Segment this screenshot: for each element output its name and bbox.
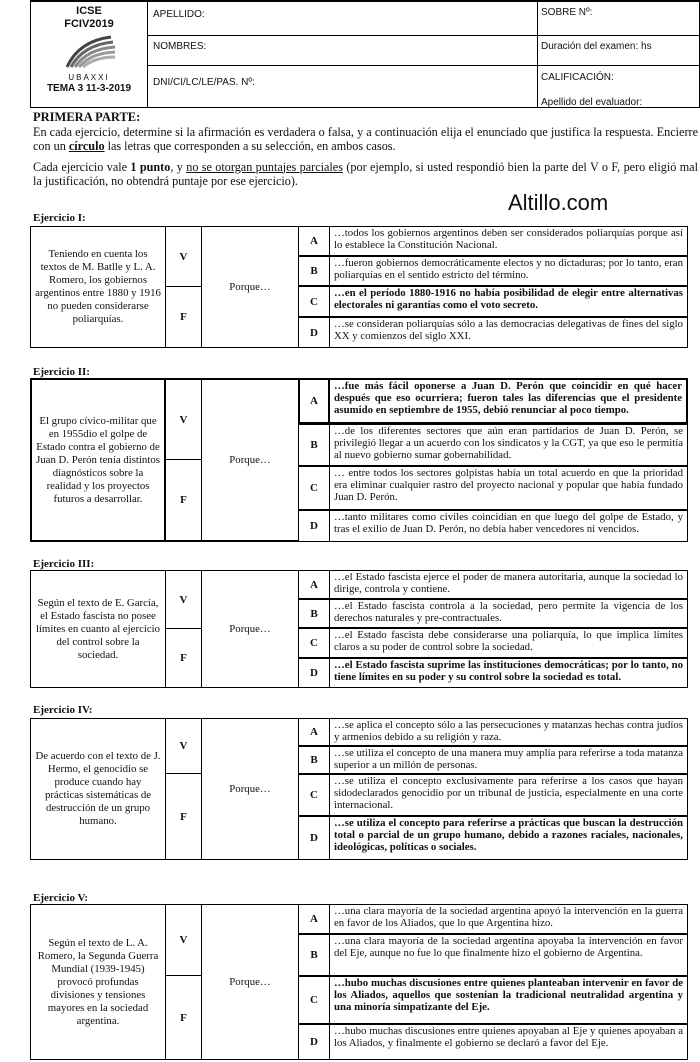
exercise-statement: Teniendo en cuenta los textos de M. Batlle y L. A. Romero, los gobiernos argentinos entre 1880 y 1916 no pueden considerarse poliarquías. xyxy=(30,226,166,348)
option-letter-a[interactable]: A xyxy=(298,226,330,256)
instructions-paragraph-1: En cada ejercicio, determine si la afirmación es verdadera o falsa, y a continuación elija el enunciado que justifica la respuesta. Encierre con un círculo las letras que corresponden a su selección, en ambos casos. xyxy=(33,124,698,153)
exercise-statement: El grupo cívico-militar que en 1955dio el golpe de Estado contra el gobierno de Juan D. Perón tenía distintos diagnósticos sobre la realidad y los proyectos futuros a desarrollar. xyxy=(30,378,166,542)
option-text-c: …el Estado fascista debe considerarse una poliarquía, lo que implica límites claros a su poder de control sobre la sociedad. xyxy=(330,628,688,658)
sobre-field[interactable]: SOBRE Nº: xyxy=(541,7,593,18)
porque-label: Porque… xyxy=(202,378,298,542)
option-text-d: …el Estado fascista suprime las instituciones democráticas; por lo tanto, no tiene límites en su poder y su control sobre la sociedad es total. xyxy=(330,658,688,688)
option-letter-a[interactable]: A xyxy=(298,904,330,934)
false-option[interactable]: F xyxy=(166,629,202,688)
true-option[interactable]: V xyxy=(166,904,202,976)
option-text-a: …se aplica el concepto sólo a las persecuciones y matanzas hechas contra judíos y armenios debido a su religión y raza. xyxy=(330,718,688,746)
exercise-statement: De acuerdo con el texto de J. Hermo, el genocidio se produce cuando hay prácticas sistemáticas de destrucción de un grupo humano. xyxy=(30,718,166,860)
exercise-5-title: Ejercicio V: xyxy=(33,892,89,904)
porque-label: Porque… xyxy=(202,226,298,348)
option-text-b: …una clara mayoría de la sociedad argentina apoyaba la intervención en favor del Eje, aunque no fue lo que finalmente hizo el gobierno de Argentina. xyxy=(330,934,688,976)
porque-label: Porque… xyxy=(202,718,298,860)
false-option[interactable]: F xyxy=(166,287,202,348)
exercise-3 xyxy=(30,570,690,688)
option-letter-d[interactable]: D xyxy=(298,658,330,688)
exercise-statement: Según el texto de E. García, el Estado fascista no posee límites en cuanto al ejercicio del control sobre la sociedad. xyxy=(30,570,166,688)
option-text-b: …el Estado fascista controla a la sociedad, pero permite la vigencia de los derechos naturales y pre-contractuales. xyxy=(330,599,688,628)
false-option[interactable]: F xyxy=(166,460,202,542)
option-letter-b[interactable]: B xyxy=(298,934,330,976)
option-letter-b[interactable]: B xyxy=(298,256,330,286)
false-option[interactable]: F xyxy=(166,976,202,1060)
watermark: Altillo.com xyxy=(508,190,609,215)
exercise-1 xyxy=(30,226,690,348)
option-text-c: …hubo muchas discusiones entre quienes planteaban intervenir en favor de los Aliados, aquellos que sostenían la tradicional neutralidad argentina y una minoría simpatizante del Eje. xyxy=(330,976,688,1024)
porque-label: Porque… xyxy=(202,570,298,688)
option-letter-b[interactable]: B xyxy=(298,746,330,774)
option-letter-c[interactable]: C xyxy=(298,628,330,658)
exercise-2-title: Ejercicio II: xyxy=(33,366,90,378)
true-option[interactable]: V xyxy=(166,378,202,460)
logo-text: UBAXXI xyxy=(68,73,110,82)
option-letter-c[interactable]: C xyxy=(298,976,330,1024)
true-option[interactable]: V xyxy=(166,718,202,774)
exercise-5 xyxy=(30,904,690,1060)
option-text-d: …hubo muchas discusiones entre quienes apoyaban al Eje y quienes apoyaban a los Aliados, y finalmente el gobierno se declaró a favor del Eje. xyxy=(330,1024,688,1060)
option-text-c: …se utiliza el concepto exclusivamente para referirse a los casos que hayan sidodeclarados genocidio por un tribunal de justicia, especialmente en una corte internacional. xyxy=(330,774,688,816)
option-letter-a[interactable]: A xyxy=(298,378,330,424)
org-line-1: ICSE xyxy=(76,5,102,17)
option-letter-c[interactable]: C xyxy=(298,774,330,816)
option-text-a: …el Estado fascista ejerce el poder de manera autoritaria, aunque la sociedad lo dirige, controla y contiene. xyxy=(330,570,688,599)
section-heading: PRIMERA PARTE: xyxy=(33,110,141,124)
option-text-b: …fueron gobiernos democráticamente electos y no dictaduras; por lo tanto, eran poliarquías en el sentido estricto del término. xyxy=(330,256,688,286)
exercise-2 xyxy=(30,378,690,542)
calificacion-field[interactable]: CALIFICACIÓN: xyxy=(541,72,614,83)
option-letter-d[interactable]: D xyxy=(298,1024,330,1060)
exercise-3-title: Ejercicio III: xyxy=(33,558,95,570)
option-text-b: …se utiliza el concepto de una manera muy amplia para referirse a toda matanza superior a un millón de personas. xyxy=(330,746,688,774)
nombres-field[interactable]: NOMBRES: xyxy=(153,41,207,52)
option-text-a: …una clara mayoría de la sociedad argentina apoyó la intervención en la guerra en favor de los Aliados, que lo que Argentina hizo. xyxy=(330,904,688,934)
option-text-a: …fue más fácil oponerse a Juan D. Perón que coincidir en qué hacer después que eso ocurriera; fueron tales las diferencias que el presidente asumido en septiembre de 1955, debió renunciar al poco tiempo. xyxy=(330,378,688,424)
option-text-c: … entre todos los sectores golpistas había un total acuerdo en que la prioridad era eliminar cualquier rastro del proyecto nacional y popular que había fundado Juan D. Perón. xyxy=(330,466,688,510)
true-option[interactable]: V xyxy=(166,570,202,629)
ubaxxi-logo-icon xyxy=(59,33,119,71)
option-letter-d[interactable]: D xyxy=(298,317,330,348)
apellido-field[interactable]: APELLIDO: xyxy=(153,9,205,20)
exercise-4 xyxy=(30,718,690,860)
institution-block xyxy=(31,2,148,108)
instructions-paragraph-2: Cada ejercicio vale 1 punto, y no se otorgan puntajes parciales (por ejemplo, si usted respondió bien la parte del V o F, pero eligió mal la justificación, no obtendrá puntaje por ese ejercicio). xyxy=(33,159,698,188)
evaluador-field[interactable]: Apellido del evaluador: xyxy=(541,97,643,108)
option-letter-c[interactable]: C xyxy=(298,286,330,317)
dni-field[interactable]: DNI/CI/LC/LE/PAS. Nº: xyxy=(153,77,255,88)
option-letter-d[interactable]: D xyxy=(298,816,330,860)
option-text-a: …todos los gobiernos argentinos deben ser considerados poliarquías porque así lo establece la Constitución Nacional. xyxy=(330,226,688,256)
option-letter-c[interactable]: C xyxy=(298,466,330,510)
true-option[interactable]: V xyxy=(166,226,202,287)
instructions xyxy=(33,110,698,189)
option-text-d: …se utiliza el concepto para referirse a prácticas que buscan la destrucción total o parcial de un grupo humano, debido a razones raciales, nacionales, ideológicas, políticas o sociales. xyxy=(330,816,688,860)
exam-header xyxy=(30,0,700,108)
option-text-d: …tanto militares como civiles coincidían en que luego del golpe de Estado, y tras el exilio de Juan D. Perón, no debía haber vencedores ni vencidos. xyxy=(330,510,688,542)
option-letter-b[interactable]: B xyxy=(298,599,330,628)
option-letter-a[interactable]: A xyxy=(298,718,330,746)
option-letter-d[interactable]: D xyxy=(298,510,330,542)
exercise-statement: Según el texto de L. A. Romero, la Segunda Guerra Mundial (1939-1945) provocó profundas divisiones y tensiones mayores en la sociedad argentina. xyxy=(30,904,166,1060)
option-text-c: …en el período 1880-1916 no había posibilidad de elegir entre alternativas electorales ni garantías como el voto secreto. xyxy=(330,286,688,317)
porque-label: Porque… xyxy=(202,904,298,1060)
false-option[interactable]: F xyxy=(166,774,202,860)
duracion-field: Duración del examen: hs xyxy=(541,41,652,52)
tema-label: TEMA 3 11-3-2019 xyxy=(46,83,132,94)
exercise-1-title: Ejercicio I: xyxy=(33,212,86,224)
exercise-4-title: Ejercicio IV: xyxy=(33,704,93,716)
option-letter-a[interactable]: A xyxy=(298,570,330,599)
org-line-2: FCIV2019 xyxy=(64,18,114,30)
option-letter-b[interactable]: B xyxy=(298,424,330,466)
option-text-d: …se consideran poliarquías sólo a las democracias delegativas de fines del siglo XX y comienzos del siglo XXI. xyxy=(330,317,688,348)
option-text-b: …de los diferentes sectores que aún eran partidarios de Juan D. Perón, se privilegió llegar a un acuerdo con los sindicatos y la CGT, ya que eso le permitía al nuevo gobierno sumar gobernabilidad. xyxy=(330,424,688,466)
